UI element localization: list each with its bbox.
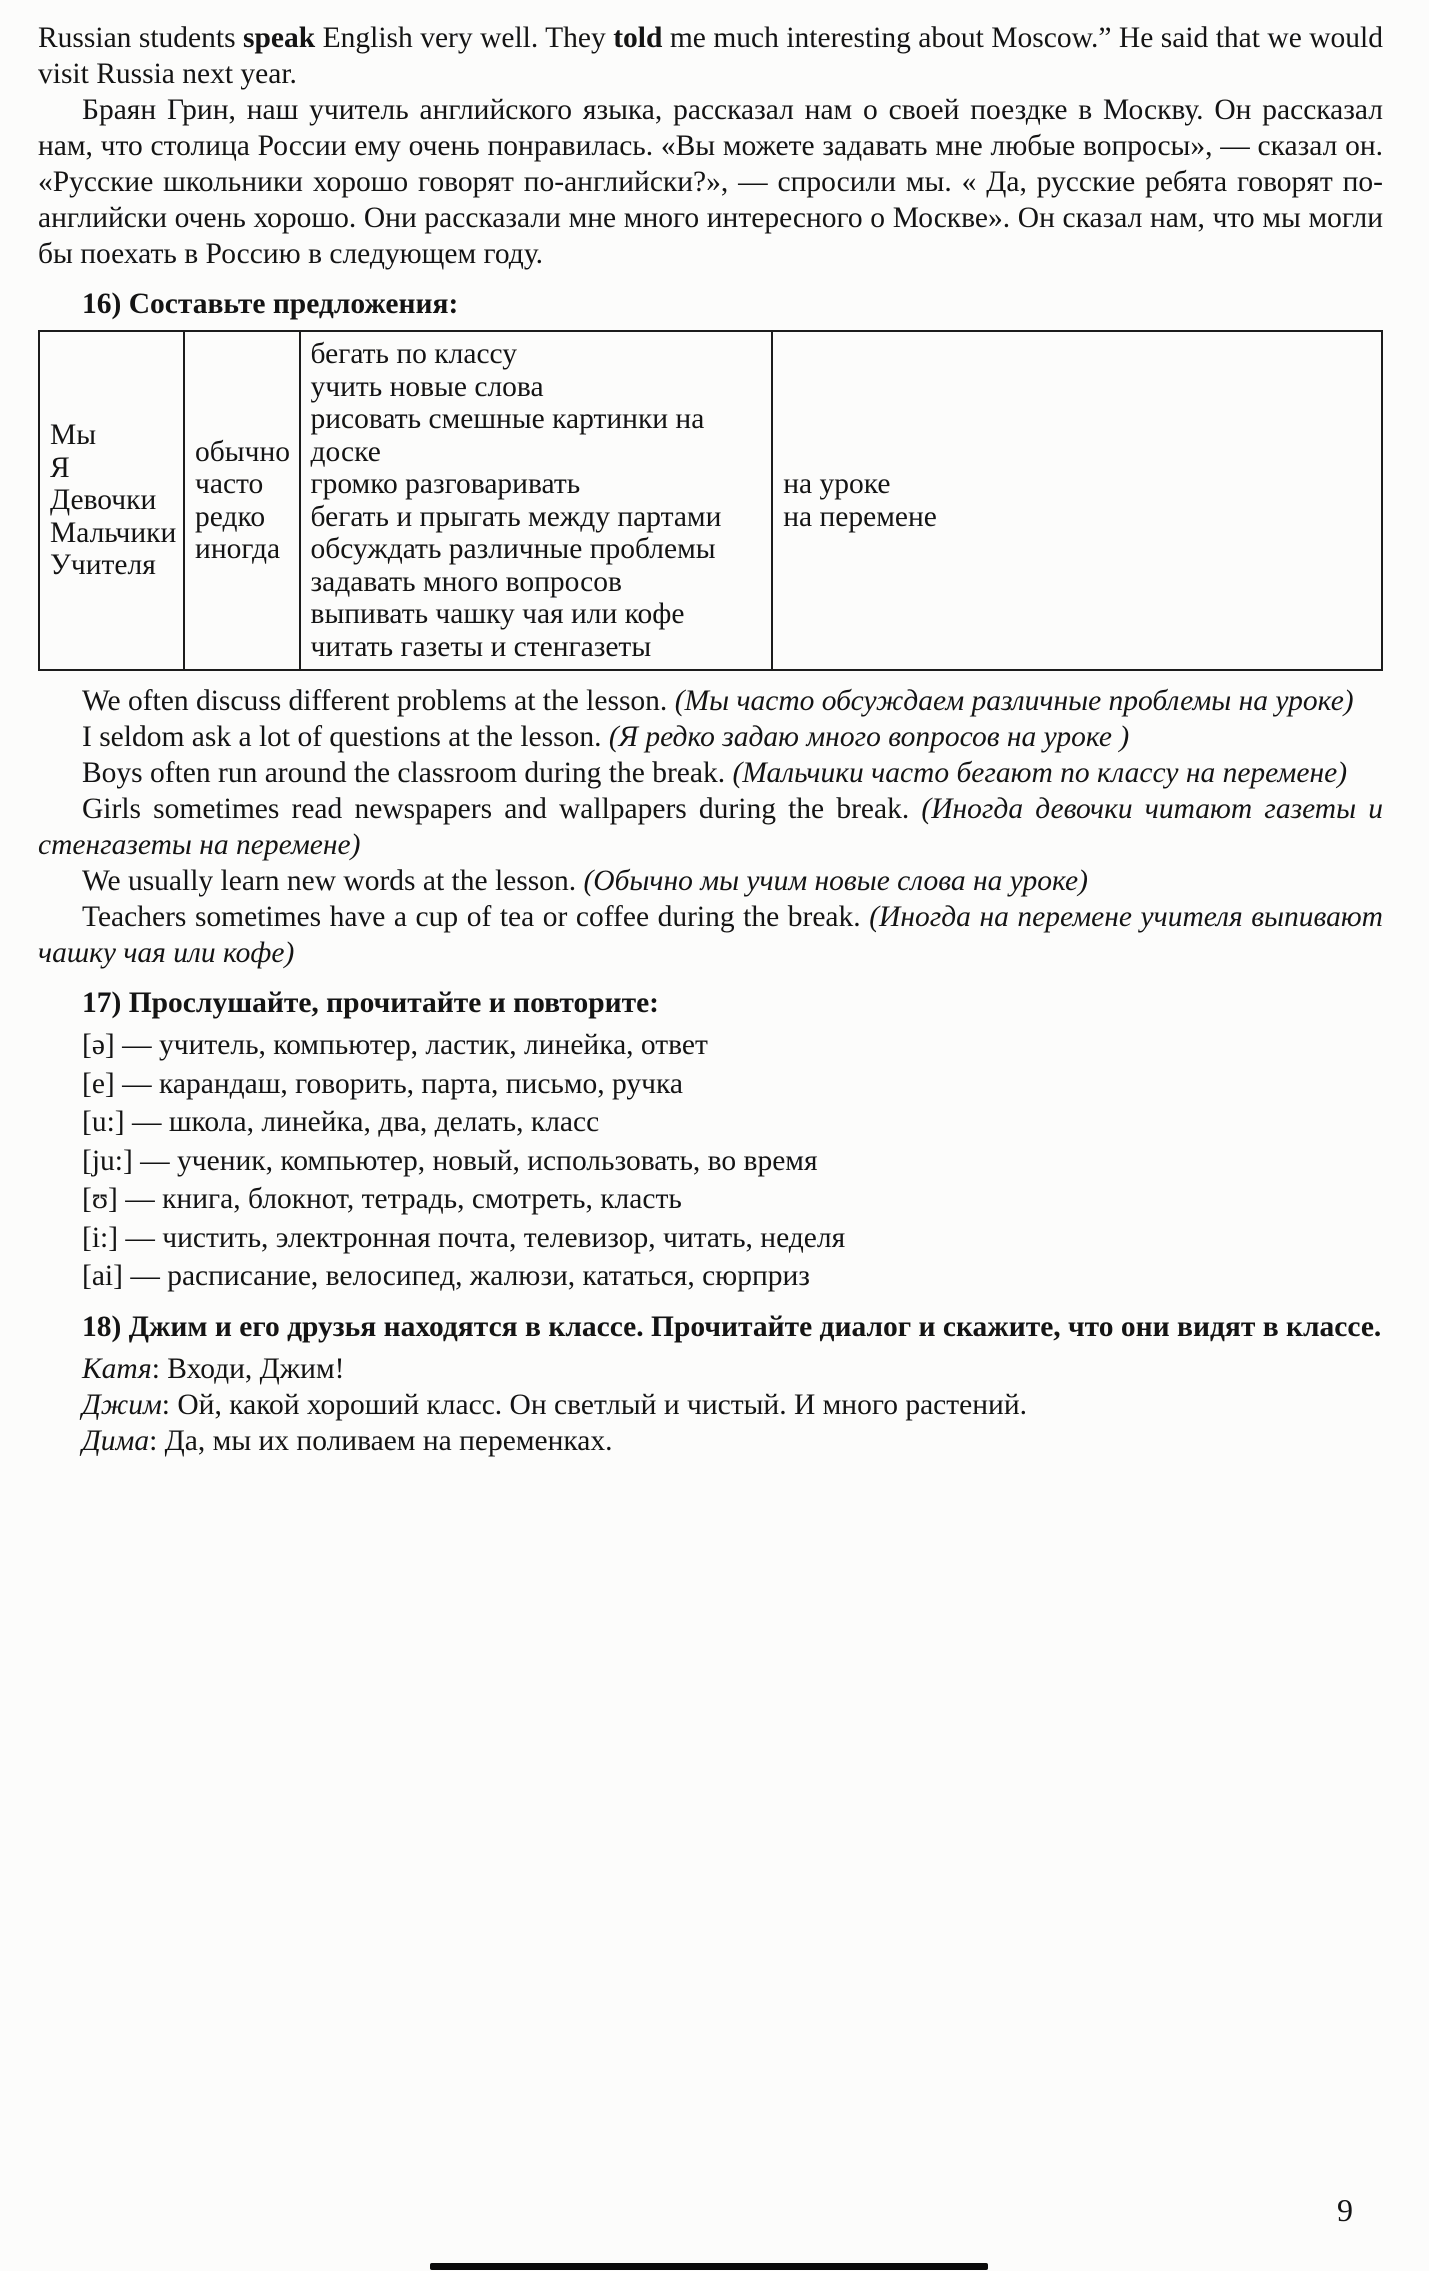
scan-artifact-bar [430,2263,988,2270]
adverb-item: обычно [195,435,290,468]
example-english: Teachers sometimes have a cup of tea or coffee during the break. [82,901,870,933]
intro-paragraph [38,20,1383,92]
action-item: учить новые слова [310,370,544,403]
phonetic-sound: [ai] [82,1260,123,1292]
phonetic-words: ученик, компьютер, новый, использовать, во время [177,1144,818,1177]
phonetic-sound: [u:] [82,1106,125,1138]
dialogue-text: : Входи, Джим! [151,1352,345,1385]
phonetic-line-7 [38,1258,1383,1295]
phonetic-sound: [i:] [82,1221,119,1254]
example-sentence-1 [38,683,1383,719]
action-item: бегать и прыгать между партами [310,500,722,533]
russian-translation-paragraph: Браян Грин, наш учитель английского языка, рассказал нам о своей поездке в Москву. Он рассказал нам, что столица России ему очень понравилась. «Вы можете задавать мне любые вопросы», — сказал он. «Русские школьники хорошо говорят по-английски?», — спросили мы. « Да, русские ребята говорят по-английски очень хорошо. Они рассказали мне много интересного о Москве». Он сказал нам, что мы могли бы поехать в Россию в следующем году. [38,94,1383,270]
example-sentence-6 [38,899,1383,971]
dialogue-line-jim [38,1387,1383,1423]
subject-item: Мальчики [50,516,177,549]
phonetic-sound: [ʊ] [82,1183,118,1215]
phonetic-line-4 [38,1143,1383,1180]
example-english: Girls sometimes read newspapers and wallpapers during the break. [82,793,922,825]
intro-bold-speak: speak [243,22,316,54]
phonetic-line-3 [38,1104,1383,1141]
intro-text-1: Russian students [38,22,244,54]
action-item: читать газеты и стенгазеты [310,630,652,663]
places-cell [772,331,1382,670]
example-russian: (Обычно мы учим новые слова на уроке) [583,865,1088,897]
example-english: I seldom ask a lot of questions at the lesson. [82,721,609,753]
exercise-18-heading: 18) Джим и его друзья находятся в классе. Прочитайте диалог и скажите, что они видят в классе. [82,1310,1382,1343]
intro-text-2: English very well. They [315,22,614,54]
example-english: Boys often run around the classroom during the break. [82,757,733,789]
example-english: We usually learn new words at the lesson. [82,865,584,897]
phonetic-line-6 [38,1220,1383,1257]
dialogue-speaker: Джим [82,1388,162,1421]
intro-text-3: me much interesting about Moscow.” He said that we would visit Russia next year. [38,22,1383,90]
subject-item: Я [50,451,70,484]
phonetic-line-2 [38,1066,1383,1103]
example-russian: (Мальчики часто бегают по классу на перемене) [732,757,1348,789]
sentence-builder-table [38,330,1383,671]
dialogue-text: : Ой, какой хороший класс. Он светлый и чистый. И много растений. [161,1388,1027,1421]
action-item: обсуждать различные проблемы [310,533,716,565]
place-item: на перемене [783,500,937,533]
dialogue-speaker: Катя [82,1352,152,1385]
phonetic-dash: — [124,1106,169,1138]
phonetic-sound: [ə] [82,1029,115,1061]
example-sentence-2 [38,719,1383,755]
subjects-cell [39,331,184,670]
phonetic-words: чистить, электронная почта, телевизор, читать, неделя [162,1221,846,1254]
subject-item: Девочки [50,484,157,517]
phonetic-sound: [e] [82,1067,115,1100]
phonetic-line-1 [38,1027,1383,1064]
phonetic-dash: — [114,1067,159,1100]
dialogue-speaker: Дима [82,1424,150,1457]
action-item: громко разговаривать [310,468,581,500]
example-sentence-5 [38,863,1383,899]
sentence-table-row [39,331,1382,670]
action-item: задавать много вопросов [310,565,622,598]
phonetic-sound: [ju:] [82,1144,133,1177]
phonetic-words: расписание, велосипед, жалюзи, кататься, сюрприз [167,1260,810,1292]
example-russian: (Я редко задаю много вопросов на уроке ) [608,721,1130,753]
intro-bold-told: told [613,22,663,54]
example-english: We often discuss different problems at the lesson. [82,685,675,717]
example-sentence-4 [38,791,1383,863]
phonetic-words: книга, блокнот, тетрадь, смотреть, класть [162,1183,682,1215]
action-item: бегать по классу [310,338,517,370]
adverb-item: часто [195,468,264,500]
dialogue-text: : Да, мы их поливаем на переменках. [149,1424,613,1457]
adverb-item: редко [195,500,266,533]
action-item: выпивать чашку чая или кофе [310,598,685,630]
example-russian: (Иногда на перемене учителя выпивают чашку чая или кофе) [38,901,1383,969]
action-item: рисовать смешные картинки на доске [310,403,705,468]
example-russian: (Мы часто обсуждаем различные проблемы на уроке) [674,685,1354,717]
adverbs-cell [184,331,299,670]
phonetic-dash: — [132,1144,178,1177]
phonetic-dash: — [114,1029,159,1061]
example-sentence-3 [38,755,1383,791]
phonetic-words: школа, линейка, два, делать, класс [168,1106,600,1138]
place-item: на уроке [783,468,891,500]
dialogue-line-dima [38,1423,1383,1459]
page-number: 9 [1337,2192,1353,2228]
exercise-17-heading: 17) Прослушайте, прочитайте и повторите: [82,987,660,1019]
example-russian: (Иногда девочки читают газеты и стенгазеты на перемене) [38,793,1383,861]
dialogue-line-katya [38,1351,1383,1387]
phonetic-dash: — [122,1260,168,1292]
phonetic-words: учитель, компьютер, ластик, линейка, ответ [159,1029,708,1061]
subject-item: Учителя [50,549,156,582]
phonetic-dash: — [118,1221,163,1254]
actions-cell [300,331,773,670]
subject-item: Мы [50,419,97,452]
phonetic-line-5 [38,1181,1383,1218]
exercise-16-heading: 16) Составьте предложения: [82,288,459,320]
adverb-item: иногда [195,533,281,565]
phonetic-words: карандаш, говорить, парта, письмо, ручка [159,1067,683,1100]
phonetic-dash: — [117,1183,163,1215]
